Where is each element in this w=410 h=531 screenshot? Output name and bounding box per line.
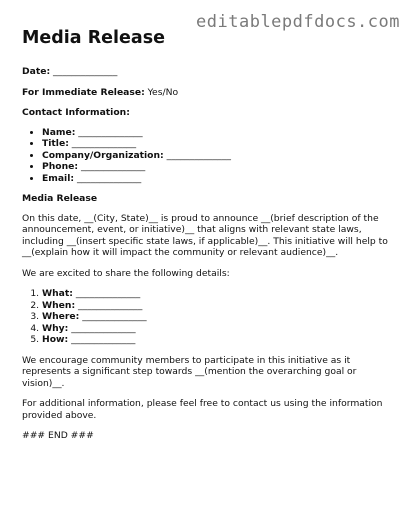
detail-label: When: [42, 299, 76, 311]
contact-paragraph: For additional information, please feel free to contact us using the information provided above. [22, 398, 383, 421]
contact-value: ______________ [74, 172, 142, 184]
release-line [22, 87, 392, 99]
detail-value: ______________ [68, 322, 136, 334]
detail-item-how [42, 334, 392, 346]
release-value: Yes/No [144, 86, 179, 98]
contact-label: Name: [42, 126, 76, 138]
details-list [22, 288, 392, 346]
release-label: For Immediate Release: [22, 86, 145, 98]
contact-item-email [42, 173, 392, 185]
contact-label: Company/Organization: [42, 149, 164, 161]
detail-item-when [42, 300, 392, 312]
date-line [22, 66, 392, 78]
contact-item-phone [42, 161, 392, 173]
contact-heading: Contact Information: [22, 107, 130, 118]
encourage-paragraph: We encourage community members to participate in this initiative as it represents a significant step towards __(mention the overarching goal or vision)__. [22, 354, 357, 389]
detail-value: ______________ [68, 334, 136, 345]
contact-item-title [42, 138, 392, 150]
contact-label: Email: [42, 172, 75, 184]
detail-value: ______________ [79, 311, 147, 322]
details-intro: We are excited to share the following details: [22, 267, 230, 279]
site-watermark: editablepdfdocs.com [196, 12, 400, 32]
detail-label: How: [42, 334, 69, 345]
document-page [22, 28, 392, 451]
detail-item-what [42, 288, 392, 300]
detail-label: Why: [42, 322, 69, 334]
contact-list [22, 127, 392, 185]
contact-value: ______________ [75, 126, 143, 138]
document-title: Media Release [22, 28, 166, 48]
contact-item-company [42, 150, 392, 162]
detail-value: ______________ [72, 288, 141, 299]
contact-label: Phone: [42, 161, 79, 172]
detail-label: Where: [42, 311, 80, 322]
contact-value: ______________ [68, 138, 137, 149]
contact-item-name [42, 127, 392, 139]
detail-label: What: [42, 288, 73, 299]
section-heading: Media Release [22, 193, 98, 204]
contact-label: Title: [42, 138, 69, 149]
date-value: ______________ [50, 66, 118, 77]
contact-value: ______________ [163, 149, 231, 161]
contact-value: ______________ [78, 161, 146, 172]
detail-item-why [42, 323, 392, 335]
intro-paragraph: On this date, __(City, State)__ is proud to announce __(brief description of the announcement, event, or initiative)__ that aligns with relevant state laws, including __(insert specific state laws, if applicable)__. This initiative will help to __(explain how it will impact the community or relevant audience)__. [22, 212, 388, 258]
end-marker: ### END ### [22, 430, 94, 441]
detail-value: ______________ [75, 299, 143, 311]
detail-item-where [42, 311, 392, 323]
date-label: Date: [22, 66, 51, 77]
